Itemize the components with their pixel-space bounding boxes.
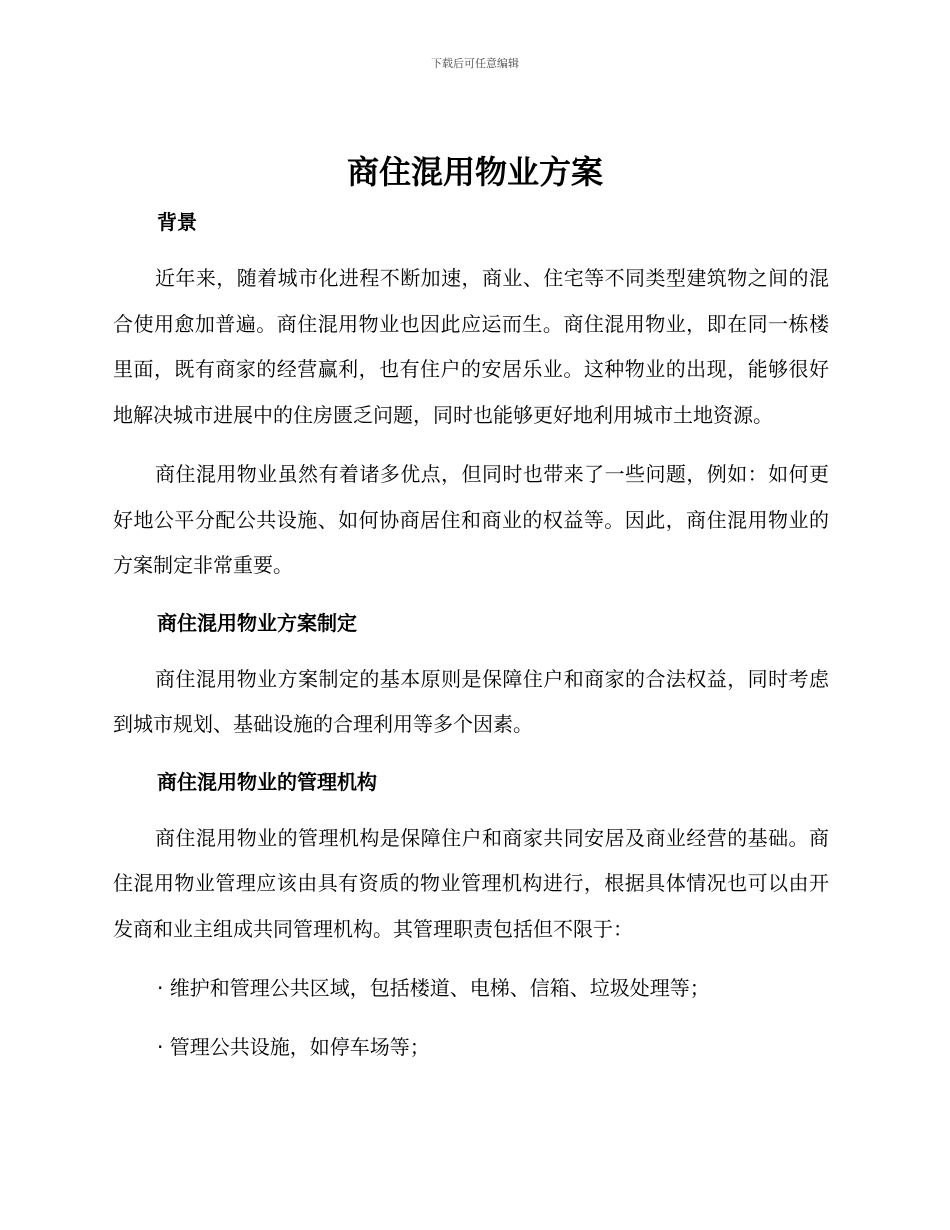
list-item: · 维护和管理公共区域，包括楼道、电梯、信箱、垃圾处理等； xyxy=(157,976,710,1000)
paragraph: 商住混用物业虽然有着诸多优点，但同时也带来了一些问题，例如：如何更好地公平分配公共设施、如何协商居住和商业的权益等。因此，商住混用物业的方案制定非常重要。 xyxy=(113,462,829,577)
section-heading-management: 商住混用物业的管理机构 xyxy=(157,769,377,794)
page-header-note: 下载后可任意编辑 xyxy=(431,57,519,70)
paragraph: 近年来，随着城市化进程不断加速，商业、住宅等不同类型建筑物之间的混合使用愈加普遍。商住混用物业也因此应运而生。商住混用物业，即在同一栋楼里面，既有商家的经营赢利，也有住户的安居乐业。这种物业的出现，能够很好地解决城市进展中的住房匮乏问题，同时也能够更好地利用城市土地资源。 xyxy=(113,266,829,427)
document-title: 商住混用物业方案 xyxy=(346,153,603,191)
document-body xyxy=(113,202,829,1070)
list-item: · 管理公共设施，如停车场等； xyxy=(157,1035,430,1059)
paragraph: 商住混用物业方案制定的基本原则是保障住户和商家的合法权益，同时考虑到城市规划、基础设施的合理利用等多个因素。 xyxy=(113,666,829,736)
section-heading-background: 背景 xyxy=(157,210,197,234)
paragraph: 商住混用物业的管理机构是保障住户和商家共同安居及商业经营的基础。商住混用物业管理应该由具有资质的物业管理机构进行，根据具体情况也可以由开发商和业主组成共同管理机构。其管理职责包括但不限于： xyxy=(113,825,829,941)
section-heading-plan: 商住混用物业方案制定 xyxy=(157,610,357,635)
